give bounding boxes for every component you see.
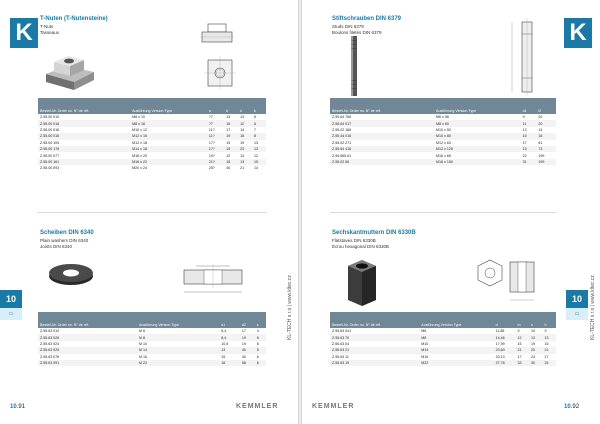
table-cell: M 14	[137, 347, 219, 353]
table-cell: 17	[517, 354, 522, 359]
table-cell: Z.55.63 19	[330, 360, 419, 366]
col-d1: d1	[521, 98, 537, 114]
table-cell: 13	[522, 127, 527, 132]
table-cell: 19?	[208, 153, 215, 158]
table-cell: 6	[254, 115, 257, 120]
table-cell: 21	[516, 347, 529, 353]
hexnut-table	[330, 312, 556, 366]
col-s: s	[529, 312, 542, 328]
page-number	[10, 404, 25, 410]
stud-subtitle-en: Studs DIN 6379	[332, 24, 364, 29]
table-cell: 6	[252, 120, 266, 126]
table-cell: 22	[522, 153, 527, 158]
col-version: Ausführung Version Type	[434, 98, 521, 114]
table-cell: 11?	[207, 133, 224, 139]
table-cell: 14	[538, 127, 543, 132]
table-cell: M 6	[138, 329, 145, 334]
page-number-prefix: 10	[10, 404, 17, 410]
table-cell: 14,46	[494, 334, 516, 340]
tnut-drawing	[196, 18, 256, 96]
table-cell: 15	[221, 354, 226, 359]
col-b: b	[224, 98, 238, 114]
table-cell: M10	[421, 341, 429, 346]
table-cell: Z.55.64 766	[332, 115, 352, 120]
table-cell: 30	[529, 360, 542, 366]
table-cell: 13	[254, 140, 259, 145]
table-cell: Z.55.63 04	[332, 341, 350, 346]
table-cell: M12 x 18	[132, 140, 147, 145]
table-cell: 11?	[208, 127, 215, 132]
table-cell: 8	[252, 133, 266, 139]
table-cell: 11,88	[495, 329, 505, 334]
table-cell: 19	[531, 341, 535, 346]
table-cell: 19	[240, 140, 245, 145]
table-cell: M8 x 16	[130, 120, 207, 126]
table-cell: M16	[421, 354, 429, 359]
table-cell: M16 x 150	[434, 159, 521, 165]
table-cell: 17?	[208, 140, 215, 145]
hexnut-subtitle-fr: Écrou hexagonal DIN 6330B	[332, 244, 390, 249]
table-cell: Z.55.02 56	[330, 159, 434, 165]
table-cell: 7	[254, 127, 257, 132]
table-cell: 6	[256, 354, 259, 359]
hexnut-title: Sechskantmuttern DIN 6330B	[332, 230, 416, 236]
table-cell: 14	[254, 166, 259, 171]
table-cell: Z.55.00 010	[40, 115, 60, 120]
table-cell: 6	[255, 334, 266, 340]
table-cell: M14	[419, 347, 493, 353]
col-d2: d2	[240, 312, 255, 328]
table-cell: M6 x 56	[436, 115, 449, 120]
table-cell: 6,4	[221, 329, 227, 334]
table-cell: 21?	[207, 159, 224, 165]
table-cell: 17	[241, 329, 246, 334]
table-cell: 23,60	[494, 347, 516, 353]
table-cell: M20 x 24	[132, 166, 147, 171]
tnut-subtitle-fr: Tasseaux	[40, 30, 60, 35]
table-cell: 12	[516, 334, 529, 340]
col-d: d	[494, 312, 516, 328]
page-number-prefix: 10	[564, 404, 571, 410]
table-cell: M14 x 18	[130, 146, 207, 152]
table-cell: 16	[536, 133, 556, 139]
table-cell: M12 x 125	[434, 146, 521, 152]
table-cell: 23	[238, 146, 252, 152]
table-cell: M8 x 10	[132, 115, 145, 120]
table-cell: 33	[516, 360, 529, 366]
table-cell: Z.55.00 105	[40, 140, 60, 145]
table-cell: 15	[252, 159, 266, 165]
stud-table	[330, 98, 556, 165]
table-cell: 16	[219, 360, 240, 366]
table-cell: M8	[419, 334, 493, 340]
table-cell: 15	[544, 341, 549, 346]
table-cell: 61	[538, 140, 543, 145]
table-cell: Z.55.00 077	[40, 153, 60, 158]
table-cell: 17?	[207, 146, 224, 152]
table-cell: 17	[522, 140, 527, 145]
chapter-tab-icon: ▭	[0, 308, 22, 320]
col-h: h	[542, 312, 556, 328]
vertical-watermark: KL-TECH s.r.o | www.kltec.cz	[590, 275, 596, 340]
table-cell: 14	[240, 127, 245, 132]
table-cell: Z.55.63 026	[38, 334, 137, 340]
table-cell: 24	[542, 360, 556, 366]
col-version: Ausführung Version Type	[137, 312, 219, 328]
page-number-suffix: .91	[16, 404, 26, 410]
hexnut-subtitle-en: Flatstaves DIN 6330B	[332, 238, 376, 243]
table-cell: Z.55.63 078	[40, 354, 60, 359]
col-a: a	[207, 98, 224, 114]
table-cell: Z.55.665 61	[332, 153, 352, 158]
table-cell: 9	[544, 329, 547, 334]
table-cell: Z.55.00 161	[38, 159, 130, 165]
table-cell: Z.55.00 016	[38, 133, 130, 139]
table-cell: Z.55.63 091	[38, 360, 137, 366]
table-cell: M 8	[137, 334, 219, 340]
col-s: s	[255, 312, 266, 328]
table-cell: 199	[536, 159, 556, 165]
table-cell: M12 x 63	[436, 140, 451, 145]
table-cell: Z.55.44 016	[330, 133, 434, 139]
table-cell: Z.55.63 024	[40, 341, 60, 346]
table-cell: Z.55.00 093	[40, 166, 60, 171]
table-cell: M16 x 65	[436, 153, 451, 158]
table-cell: 18	[238, 133, 252, 139]
table-cell: 15	[224, 120, 238, 126]
table-cell: M16 x 20	[132, 153, 147, 158]
table-cell: 17	[544, 354, 549, 359]
table-cell: 11	[521, 120, 537, 126]
table-cell: M10 x 50	[436, 127, 451, 132]
table-cell: 14	[240, 153, 245, 158]
table-cell: M12 x 16	[130, 133, 207, 139]
table-cell: 24	[531, 354, 535, 359]
tnut-table	[38, 98, 266, 172]
table-cell: 10	[531, 329, 535, 334]
table-cell: M10 x 80	[434, 133, 521, 139]
col-d1: d1	[219, 312, 240, 328]
chapter-tab: 10	[566, 290, 588, 308]
col-l2: l2	[536, 98, 556, 114]
col-h: h	[238, 98, 252, 114]
table-cell: 6	[255, 360, 266, 366]
table-cell: 10,5	[221, 341, 229, 346]
chapter-tab: 10	[0, 290, 22, 308]
table-cell: M16 x 22	[130, 159, 207, 165]
register-tab-k: K	[10, 18, 38, 48]
stud-title: Stiftschrauben DIN 6379	[332, 16, 402, 22]
washer-subtitle-en: Plain washers DIN 6340	[40, 238, 89, 243]
stud-drawing	[508, 18, 548, 98]
table-cell: 20	[536, 120, 556, 126]
table-cell: Z.55.63 010	[40, 329, 60, 334]
table-cell: 17,99	[495, 341, 505, 346]
table-cell: Z.55.63 21	[330, 347, 419, 353]
table-cell: Z.55.00 016	[40, 127, 60, 132]
table-cell: 56	[240, 360, 255, 366]
table-cell: Z.55.00 176	[38, 146, 130, 152]
table-cell: 199	[538, 153, 545, 158]
table-cell: Z.55.64 017	[330, 120, 434, 126]
tnut-title: T-Nuten (T-Nutensteine)	[40, 16, 108, 22]
col-version: Ausführung Version Type	[419, 312, 493, 328]
washer-title: Scheiben DIN 6340	[40, 230, 94, 236]
table-cell: 13	[542, 334, 556, 340]
washer-drawing	[176, 262, 256, 302]
table-row	[38, 165, 266, 171]
table-row	[330, 159, 556, 165]
table-cell: Z.55.02 166	[332, 127, 352, 132]
table-cell: 15	[521, 133, 537, 139]
tnut-photo	[40, 52, 100, 94]
table-cell: Z.55.00 016	[38, 120, 130, 126]
right-page	[302, 0, 600, 424]
table-cell: M6	[421, 329, 427, 334]
washer-subtitle-fr: Joints DIN 6340	[40, 244, 73, 249]
chapter-tab-icon: ▭	[566, 308, 588, 320]
table-cell: 19	[226, 140, 231, 145]
table-cell: 37,78	[494, 360, 516, 366]
table-cell: 13	[226, 115, 231, 120]
table-cell: 5	[255, 347, 266, 353]
table-cell: Z.55.63 041	[332, 329, 352, 334]
table-cell: 12	[226, 153, 231, 158]
table-cell: 8,4	[219, 334, 240, 340]
washer-table	[38, 312, 266, 366]
col-order: Bestell-Nr. Order no. N° de réf.	[38, 98, 130, 114]
table-cell: 73	[536, 146, 556, 152]
hexnut-drawing	[466, 258, 546, 318]
table-cell: Z.55.84 416	[330, 146, 434, 152]
table-cell: 31	[521, 159, 537, 165]
table-cell: 21	[240, 166, 245, 171]
table-cell: 13	[240, 115, 245, 120]
table-cell: ?7	[208, 115, 213, 120]
section-divider	[330, 212, 556, 213]
table-cell: 19	[240, 334, 255, 340]
washer-photo	[46, 260, 96, 288]
table-cell: 20	[529, 347, 542, 353]
col-order: Bestell-Nr. Order no. N° de réf.	[330, 312, 419, 328]
table-cell: 40	[241, 354, 246, 359]
table-cell: 19	[224, 133, 238, 139]
table-cell: 9	[522, 115, 525, 120]
stud-subtitle-fr: Boulons filetés DIN 6379	[332, 30, 382, 35]
table-cell: 6	[256, 341, 259, 346]
table-cell: M22	[419, 360, 493, 366]
table-cell: M 22	[137, 360, 219, 366]
table-cell: 12	[254, 153, 259, 158]
vertical-watermark: KL-TECH s.r.o | www.kltec.cz	[287, 275, 293, 340]
table-row	[330, 360, 556, 366]
table-cell: 19	[241, 341, 246, 346]
table-cell: Z.55.63 11	[332, 354, 349, 359]
hexnut-photo	[342, 254, 382, 310]
left-page	[0, 0, 298, 424]
col-order: Bestell-Nr. Order no. N° de réf.	[330, 98, 434, 114]
table-cell: 15	[517, 341, 522, 346]
stud-photo	[346, 36, 362, 98]
table-cell: 21	[542, 347, 556, 353]
table-cell: 13	[252, 146, 266, 152]
tnut-subtitle-en: T-Nuts	[40, 24, 54, 29]
table-cell: 13	[521, 146, 537, 152]
col-order: Bestell-Nr. Order no. N° de réf.	[38, 312, 137, 328]
table-cell: ?7	[207, 120, 224, 126]
table-cell: 20	[538, 115, 543, 120]
table-cell: 33,13	[495, 354, 505, 359]
page-number-suffix: .92	[570, 404, 580, 410]
table-cell: 40	[226, 166, 231, 171]
table-cell: 9	[517, 329, 520, 334]
table-cell: 13	[529, 334, 542, 340]
register-tab-k: K	[564, 18, 592, 48]
brand-logo: KEMMLER	[236, 403, 279, 410]
table-cell: 19	[224, 146, 238, 152]
col-m: m	[516, 312, 529, 328]
table-cell: 4	[256, 329, 259, 334]
table-cell: 15	[224, 159, 238, 165]
page-number	[564, 404, 579, 410]
table-cell: M8 x 60	[434, 120, 521, 126]
section-divider	[38, 212, 266, 213]
col-k: k	[252, 98, 266, 114]
table-cell: 25?	[208, 166, 215, 171]
table-cell: Z.55.63 70	[330, 334, 419, 340]
table-cell: 13	[238, 159, 252, 165]
table-cell: 40	[240, 347, 255, 353]
table-cell: M 10	[138, 341, 147, 346]
table-cell: 12	[238, 120, 252, 126]
table-cell: Z.55.63 029	[38, 347, 137, 353]
table-cell: M10 x 12	[132, 127, 147, 132]
table-cell: Z.55.02 271	[332, 140, 352, 145]
table-row	[38, 360, 266, 366]
table-cell: 17	[226, 127, 231, 132]
brand-logo: KEMMLER	[312, 403, 355, 410]
table-cell: M 16	[138, 354, 147, 359]
col-version: Ausführung Version Type	[130, 98, 207, 114]
table-cell: 13	[219, 347, 240, 353]
